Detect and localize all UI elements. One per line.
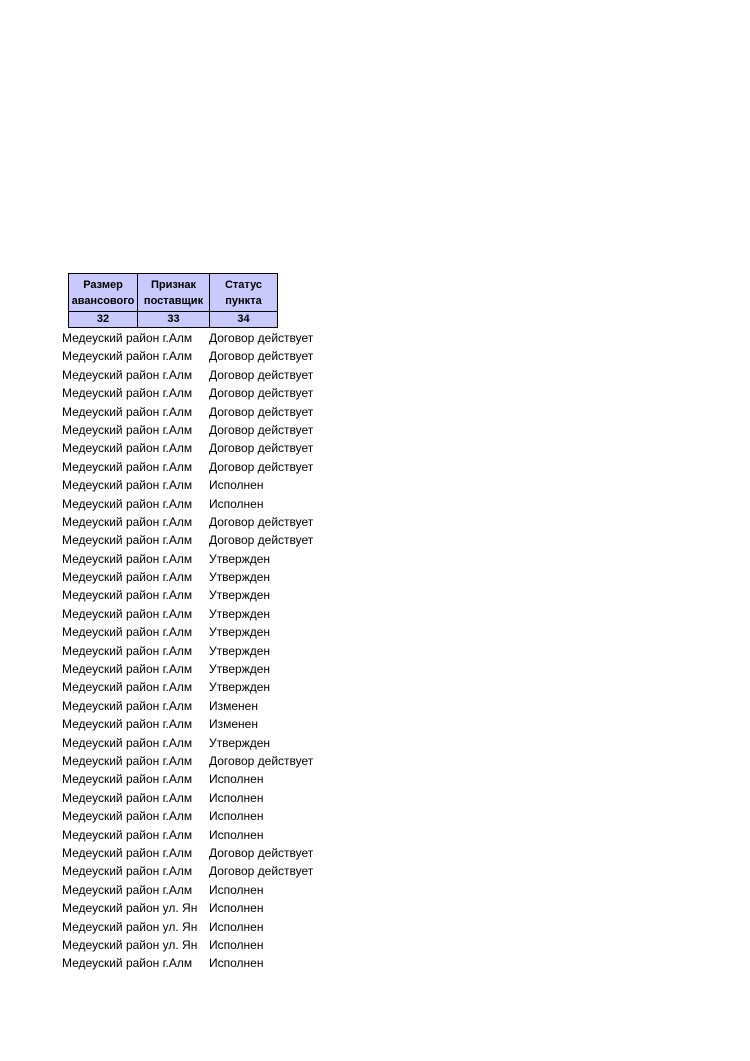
- status-cell: Договор действует: [209, 533, 314, 548]
- location-cell: Медеуский район г.Алм: [62, 422, 193, 437]
- location-cell: Медеуский район г.Алм: [62, 514, 193, 529]
- table-row: [62, 347, 728, 365]
- header-advance-size-line1: Размер: [83, 278, 123, 291]
- table-row: [62, 513, 728, 531]
- location-cell: Медеуский район г.Алм: [62, 606, 193, 621]
- location-cell: Медеуский район г.Алм: [62, 478, 193, 493]
- table-row: [62, 660, 728, 678]
- table-row: [62, 439, 728, 457]
- location-cell: Медеуский район г.Алм: [62, 331, 193, 345]
- location-cell: Медеуский район г.Алм: [62, 570, 193, 585]
- location-cell: Медеуский район г.Алм: [62, 349, 193, 364]
- table-row: [62, 550, 728, 568]
- status-cell: Исполнен: [209, 827, 264, 842]
- location-cell: Медеуский район г.Алм: [62, 827, 193, 842]
- status-cell: Исполнен: [209, 937, 264, 952]
- table-row: [62, 807, 728, 825]
- location-cell: Медеуский район г.Алм: [62, 625, 193, 640]
- status-cell: Утвержден: [209, 625, 271, 640]
- column-number-33: 33: [138, 312, 210, 328]
- table-row: [62, 623, 728, 641]
- table-row: [62, 476, 728, 494]
- location-cell: Медеуский район г.Алм: [62, 753, 193, 768]
- table-row: [62, 752, 728, 770]
- table-row: [62, 605, 728, 623]
- table-row: [62, 329, 728, 347]
- table-row: [62, 770, 728, 788]
- table-row: [62, 734, 728, 752]
- status-cell: Договор действует: [209, 459, 314, 474]
- status-cell: Договор действует: [209, 331, 314, 345]
- header-item-status-line1: Статус: [224, 278, 263, 291]
- location-cell: Медеуский район г.Алм: [62, 717, 193, 732]
- status-cell: Исполнен: [209, 478, 264, 493]
- table-row: [62, 366, 728, 384]
- table-row: [62, 531, 728, 549]
- status-cell: Договор действует: [209, 422, 314, 437]
- table-row: [62, 789, 728, 807]
- table-row: [62, 954, 728, 972]
- location-cell: Медеуский район г.Алм: [62, 533, 193, 548]
- status-cell: Утвержден: [209, 570, 271, 585]
- table-row: [62, 697, 728, 715]
- status-cell: Утвержден: [209, 606, 271, 621]
- column-number-34: 34: [210, 312, 278, 328]
- status-cell: Договор действует: [209, 753, 314, 768]
- status-cell: Исполнен: [209, 772, 264, 787]
- column-number-32: 32: [69, 312, 138, 328]
- status-cell: Договор действует: [209, 441, 314, 456]
- status-cell: Утвержден: [209, 662, 271, 677]
- table-row: [62, 403, 728, 421]
- status-cell: Исполнен: [209, 790, 264, 805]
- location-cell: Медеуский район г.Алм: [62, 809, 193, 824]
- status-cell: Договор действует: [209, 404, 314, 419]
- table-row: [62, 826, 728, 844]
- table-row: [62, 458, 728, 476]
- status-cell: Утвержден: [209, 588, 271, 603]
- location-cell: Медеуский район г.Алм: [62, 551, 193, 566]
- location-cell: Медеуский район г.Алм: [62, 662, 193, 677]
- location-cell: Медеуский район г.Алм: [62, 643, 193, 658]
- location-cell: Медеуский район г.Алм: [62, 386, 193, 401]
- location-cell: Медеуский район г.Алм: [62, 735, 193, 750]
- status-cell: Договор действует: [209, 845, 314, 860]
- status-cell: Исполнен: [209, 919, 264, 934]
- status-cell: Исполнен: [209, 882, 264, 897]
- status-cell: Договор действует: [209, 514, 314, 529]
- location-cell: Медеуский район ул. Ян: [62, 919, 198, 934]
- location-cell: Медеуский район г.Алм: [62, 845, 193, 860]
- table-row: [62, 568, 728, 586]
- table-row: [62, 862, 728, 880]
- table-row: [62, 844, 728, 862]
- status-cell: Исполнен: [209, 496, 264, 511]
- location-cell: Медеуский район г.Алм: [62, 882, 193, 897]
- location-cell: Медеуский район ул. Ян: [62, 937, 198, 952]
- table-row: [62, 586, 728, 604]
- location-cell: Медеуский район г.Алм: [62, 496, 193, 511]
- location-cell: Медеуский район г.Алм: [62, 698, 193, 713]
- spreadsheet-page: [62, 273, 728, 973]
- status-cell: Договор действует: [209, 349, 314, 364]
- status-cell: Утвержден: [209, 643, 271, 658]
- status-cell: Исполнен: [209, 901, 264, 916]
- status-cell: Изменен: [209, 717, 258, 732]
- table-row: [62, 384, 728, 402]
- location-cell: Медеуский район г.Алм: [62, 367, 193, 382]
- table-row: [62, 899, 728, 917]
- table-row: [62, 495, 728, 513]
- table-row: [62, 421, 728, 439]
- location-cell: Медеуский район г.Алм: [62, 459, 193, 474]
- status-cell: Исполнен: [209, 956, 264, 971]
- status-cell: Изменен: [209, 698, 258, 713]
- location-cell: Медеуский район ул. Ян: [62, 901, 198, 916]
- status-cell: Договор действует: [209, 864, 314, 879]
- status-cell: Утвержден: [209, 680, 271, 695]
- header-item-status-line2: пункта: [225, 294, 262, 307]
- location-cell: Медеуский район г.Алм: [62, 956, 193, 971]
- table-row: [62, 918, 728, 936]
- table-row: [62, 678, 728, 696]
- status-cell: Исполнен: [209, 809, 264, 824]
- location-cell: Медеуский район г.Алм: [62, 680, 193, 695]
- table-row: [62, 715, 728, 733]
- header-number-row: [69, 312, 278, 328]
- table-row: [62, 642, 728, 660]
- status-cell: Утвержден: [209, 551, 271, 566]
- header-item-status: [210, 274, 278, 312]
- location-cell: Медеуский район г.Алм: [62, 588, 193, 603]
- status-cell: Договор действует: [209, 367, 314, 382]
- status-cell: Договор действует: [209, 386, 314, 401]
- column-header-table: [68, 273, 278, 328]
- status-cell: Утвержден: [209, 735, 271, 750]
- location-cell: Медеуский район г.Алм: [62, 404, 193, 419]
- header-title-row: [69, 274, 278, 312]
- header-supplier-sign-line2: поставщик: [143, 294, 204, 307]
- header-supplier-sign: [138, 274, 210, 312]
- data-rows: [62, 329, 728, 973]
- header-supplier-sign-line1: Признак: [150, 278, 197, 291]
- location-cell: Медеуский район г.Алм: [62, 441, 193, 456]
- header-advance-size: [69, 274, 138, 312]
- table-row: [62, 881, 728, 899]
- header-advance-size-line2: авансового: [71, 294, 135, 307]
- location-cell: Медеуский район г.Алм: [62, 772, 193, 787]
- table-row: [62, 936, 728, 954]
- location-cell: Медеуский район г.Алм: [62, 790, 193, 805]
- location-cell: Медеуский район г.Алм: [62, 864, 193, 879]
